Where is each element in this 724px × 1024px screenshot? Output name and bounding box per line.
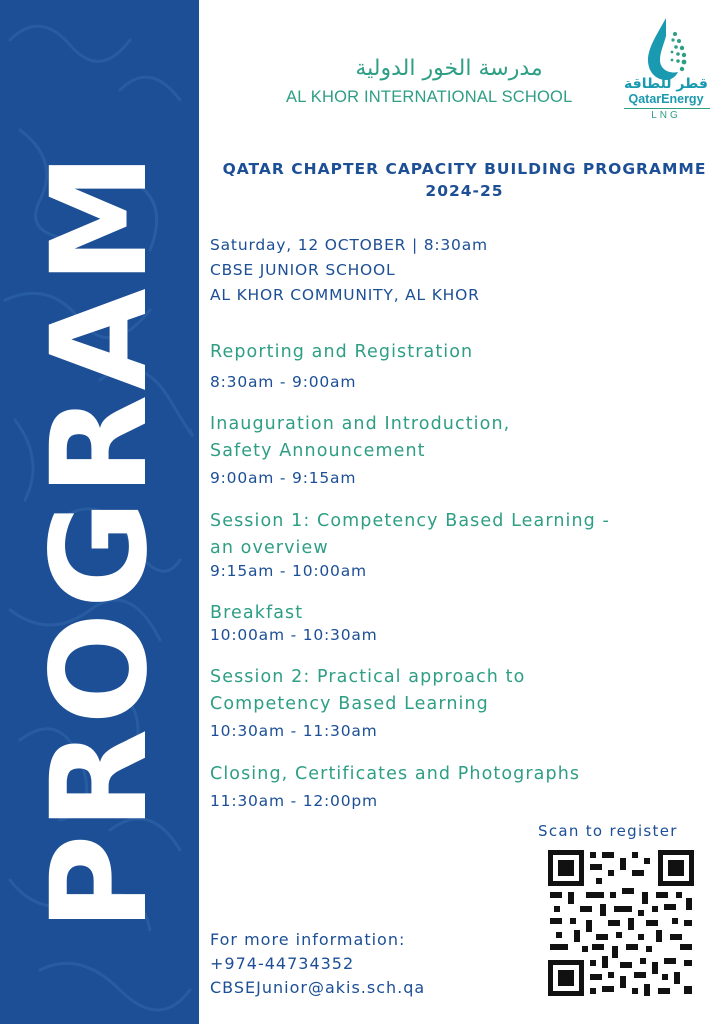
schedule-item-title: Safety Announcement — [210, 441, 426, 461]
schedule-item-time: 8:30am - 9:00am — [210, 373, 357, 391]
contact-email[interactable]: CBSEJunior@akis.sch.qa — [210, 978, 426, 997]
schedule-item-time: 10:30am - 11:30am — [210, 722, 378, 740]
scan-to-register-label: Scan to register — [538, 822, 678, 840]
schedule-item-title: Closing, Certificates and Photographs — [210, 764, 581, 784]
schedule-item-title: Inauguration and Introduction, — [210, 414, 511, 434]
event-location: AL KHOR COMMUNITY, AL KHOR — [210, 286, 480, 304]
schedule-item-title: an overview — [210, 538, 329, 558]
schedule-item-time: 11:30am - 12:00pm — [210, 792, 378, 810]
program-vertical-title: PROGRAM — [23, 148, 177, 932]
school-name: AL KHOR INTERNATIONAL SCHOOL — [286, 88, 573, 106]
logo-divider — [624, 108, 710, 109]
logo-subtitle: LNG — [651, 110, 681, 121]
event-date-time: Saturday, 12 OCTOBER | 8:30am — [210, 236, 488, 254]
programme-year: 2024-25 — [425, 182, 504, 200]
schedule-item-time: 9:15am - 10:00am — [210, 562, 367, 580]
programme-title: QATAR CHAPTER CAPACITY BUILDING PROGRAMME — [222, 160, 707, 178]
logo-arabic-name: قطر للطاقة — [624, 76, 708, 92]
schedule-item-title: Reporting and Registration — [210, 342, 474, 362]
contact-heading: For more information: — [210, 930, 406, 949]
registration-qr-code[interactable] — [546, 848, 696, 998]
schedule-item-title: Breakfast — [210, 603, 304, 623]
schedule-item-title: Competency Based Learning — [210, 694, 489, 714]
event-venue: CBSE JUNIOR SCHOOL — [210, 261, 396, 279]
school-name-arabic: مدرسة الخور الدولية — [355, 56, 543, 81]
schedule-item-time: 10:00am - 10:30am — [210, 626, 378, 644]
schedule-item-time: 9:00am - 9:15am — [210, 469, 357, 487]
contact-phone[interactable]: +974-44734352 — [210, 954, 355, 973]
schedule-item-title: Session 1: Competency Based Learning - — [210, 511, 610, 531]
sidebar-panel — [0, 0, 199, 1024]
schedule-item-title: Session 2: Practical approach to — [210, 667, 526, 687]
logo-name: QatarEnergy — [628, 92, 704, 106]
